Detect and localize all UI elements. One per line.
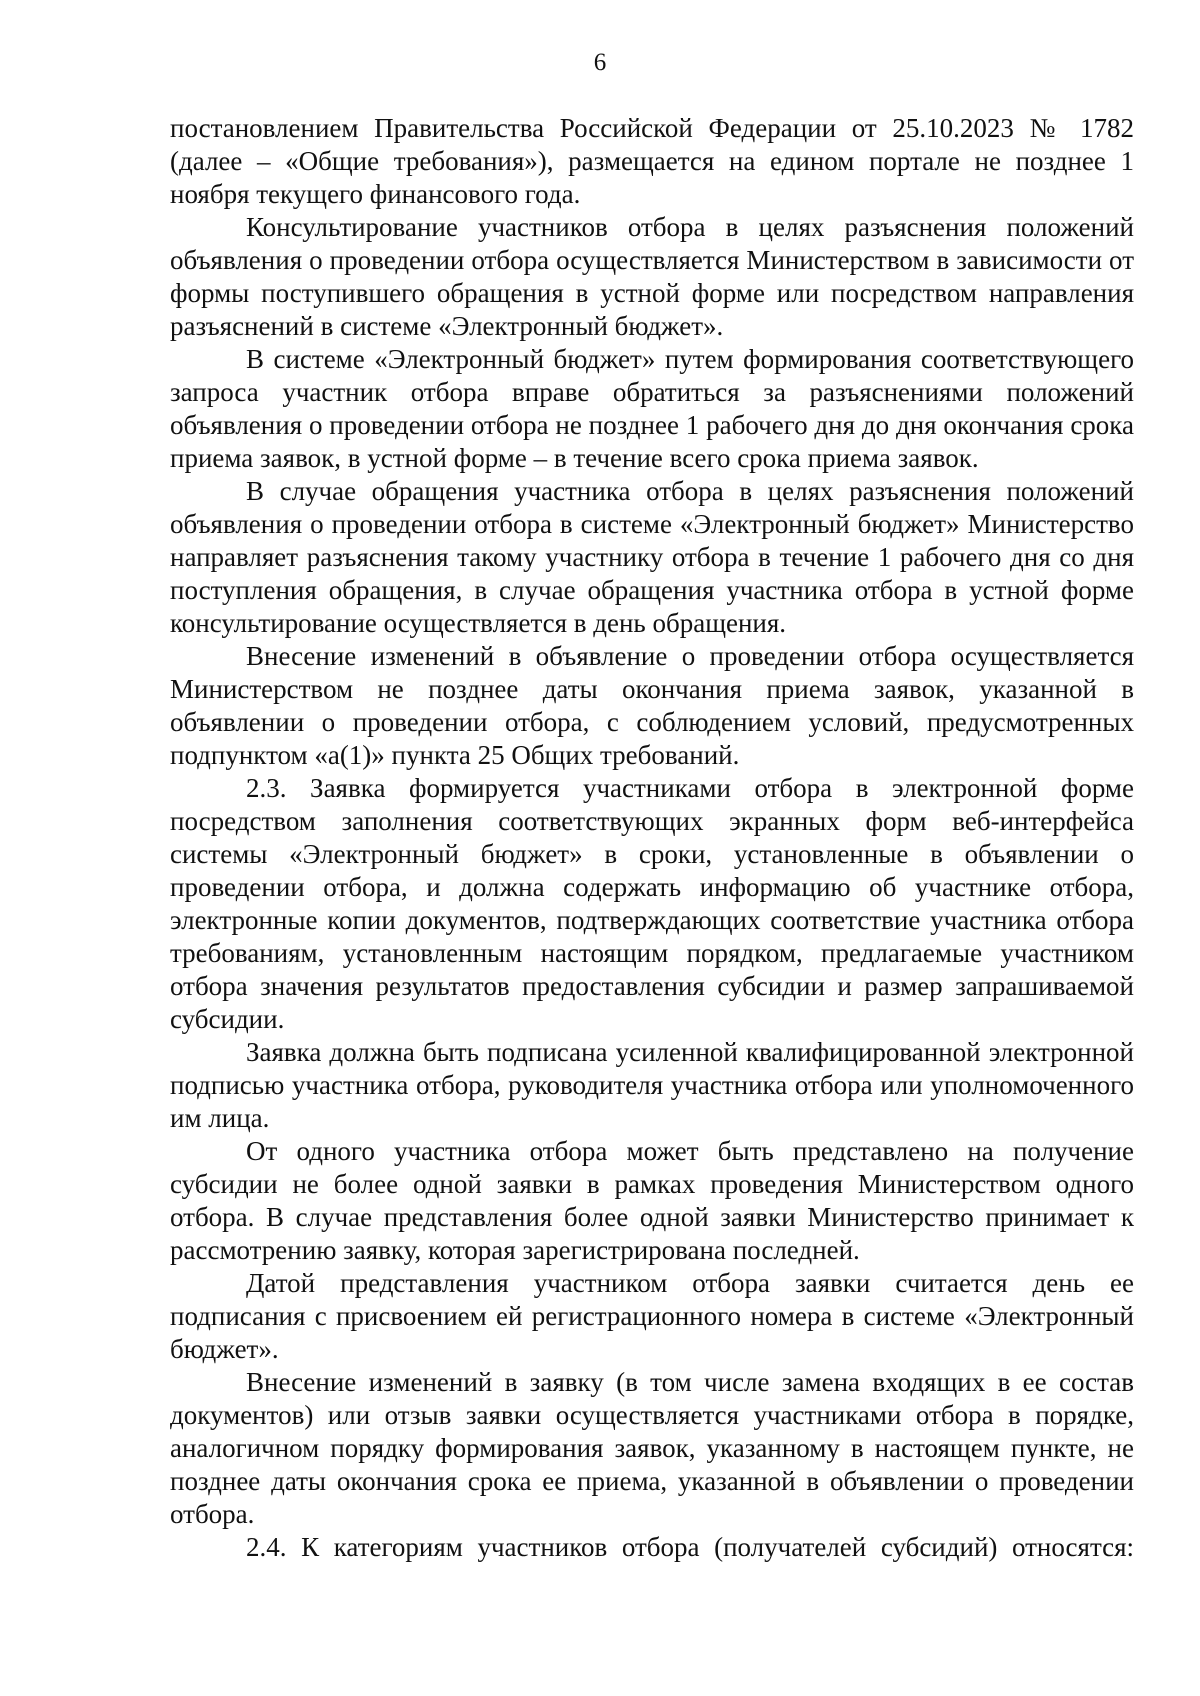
paragraph-11: 2.4. К категориям участников отбора (получателей субсидий) относятся:: [246, 1532, 1134, 1562]
paragraph-7: Заявка должна быть подписана усиленной квалифицированной электронной подписью участника отбора, руководителя участника отбора или уполномоченного им лица.: [170, 1037, 1134, 1133]
paragraph-4: В случае обращения участника отбора в целях разъяснения положений объявления о проведении отбора в системе «Электронный бюджет» Министерство направляет разъяснения такому участнику отбора в течение 1 рабочего дня со дня поступления обращения, в случае обращения участника отбора в устной форме консультирование осуществляется в день обращения.: [170, 476, 1134, 638]
paragraph-5: Внесение изменений в объявление о проведении отбора осуществляется Министерством не позднее даты окончания приема заявок, указанной в объявлении о проведении отбора, с соблюдением условий, предусмотренных подпунктом «а(1)» пункта 25 Общих требований.: [170, 641, 1134, 770]
paragraph-6: 2.3. Заявка формируется участниками отбора в электронной форме посредством заполнения соответствующих экранных форм веб-интерфейса системы «Электронный бюджет» в сроки, установленные в объявлении о проведении отбора, и должна содержать информацию об участнике отбора, электронные копии документов, подтверждающих соответствие участника отбора требованиям, установленным настоящим порядком, предлагаемые участником отбора значения результатов предоставления субсидии и размер запрашиваемой субсидии.: [170, 773, 1134, 1034]
paragraph-9: Датой представления участником отбора заявки считается день ее подписания с присвоением ей регистрационного номера в системе «Электронный бюджет».: [170, 1268, 1134, 1364]
paragraph-1: постановлением Правительства Российской Федерации от 25.10.2023 № 1782 (далее – «Общие требования»), размещается на едином портале не позднее 1 ноября текущего финансового года.: [170, 113, 1134, 209]
paragraph-8: От одного участника отбора может быть представлено на получение субсидии не более одной заявки в рамках проведения Министерством одного отбора. В случае представления более одной заявки Министерство принимает к рассмотрению заявку, которая зарегистрирована последней.: [170, 1136, 1134, 1265]
page-number: 6: [593, 49, 607, 76]
document-body: [170, 112, 1134, 1564]
paragraph-2: Консультирование участников отбора в целях разъяснения положений объявления о проведении отбора осуществляется Министерством в зависимости от формы поступившего обращения в устной форме или посредством направления разъяснений в системе «Электронный бюджет».: [170, 212, 1134, 341]
paragraph-3: В системе «Электронный бюджет» путем формирования соответствующего запроса участник отбора вправе обратиться за разъяснениями положений объявления о проведении отбора не позднее 1 рабочего дня до дня окончания срока приема заявок, в устной форме – в течение всего срока приема заявок.: [170, 344, 1134, 473]
paragraph-10: Внесение изменений в заявку (в том числе замена входящих в ее состав документов) или отзыв заявки осуществляется участниками отбора в порядке, аналогичном порядку формирования заявок, указанному в настоящем пункте, не позднее даты окончания срока ее приема, указанной в объявлении о проведении отбора.: [170, 1367, 1134, 1529]
